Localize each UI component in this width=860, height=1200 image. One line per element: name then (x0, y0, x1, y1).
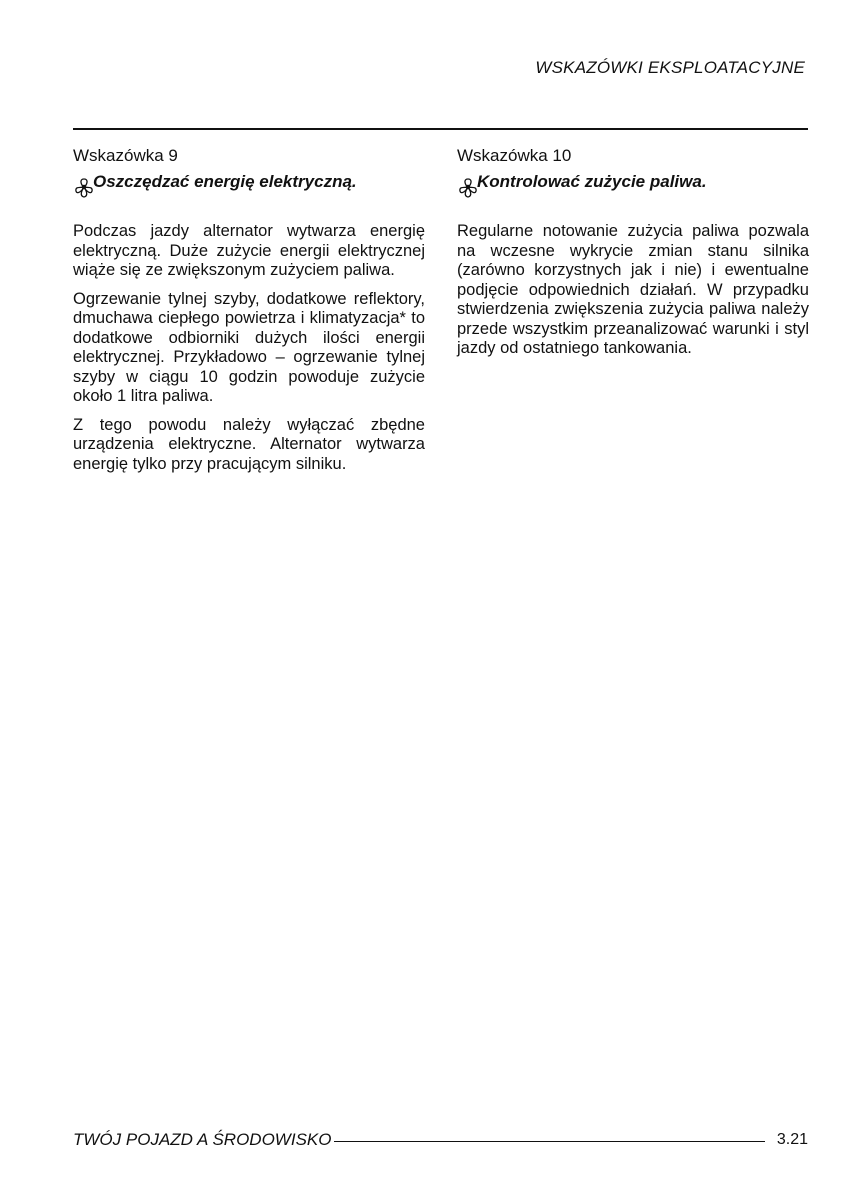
tip-9-paragraph-1: Podczas jazdy alternator wytwarza energię elektryczną. Duże zużycie energii elektrycznej wiąże się ze zwiększonym zużyciem paliwa. (73, 222, 425, 279)
tip-10-title-text: Kontrolować zużycie paliwa. (477, 172, 707, 191)
footer-divider (334, 1141, 764, 1142)
tip-10-title (457, 172, 809, 196)
tip-9-paragraph-3: Z tego powodu należy wyłączać zbędne urządzenia elektryczne. Alternator wytwarza energię tylko przy pracującym silniku. (73, 415, 425, 473)
flower-icon (73, 176, 95, 200)
header-divider (73, 128, 808, 130)
tip-10-number: Wskazówka 10 (457, 146, 572, 165)
tip-9-title (73, 172, 425, 196)
page-number: 3.21 (776, 1131, 808, 1148)
tip-9-number: Wskazówka 9 (73, 146, 178, 165)
tip-9-column (73, 146, 425, 483)
tip-10-paragraph-1: Regularne notowanie zużycia paliwa pozwala na wczesne wykrycie zmian stanu silnika (zarówno korzystnych jak i nie) i ewentualne podjęcie odpowiednich działań. W przypadku stwierdzenia zwiększenia zużycia paliwa należy przede wszystkim przeanalizować warunki i styl jazdy od ostatniego tankowania. (457, 222, 809, 357)
running-header: WSKAZÓWKI EKSPLOATACYJNE (535, 58, 805, 77)
flower-icon (457, 176, 479, 200)
page-footer (73, 1128, 808, 1152)
tip-9-paragraph-2: Ogrzewanie tylnej szyby, dodatkowe reflektory, dmuchawa ciepłego powietrza i klimatyzacja* to dodatkowe odbiorniki dużych ilości energii elektrycznej. Przykładowo – ogrzewanie tylnej szyby w ciągu 10 godzin powoduje zużycie około 1 litra paliwa. (73, 289, 425, 405)
tip-9-title-text: Oszczędzać energię elektryczną. (93, 172, 357, 191)
tip-10-column (457, 146, 809, 368)
footer-section-title: TWÓJ POJAZD A ŚRODOWISKO (73, 1130, 332, 1149)
